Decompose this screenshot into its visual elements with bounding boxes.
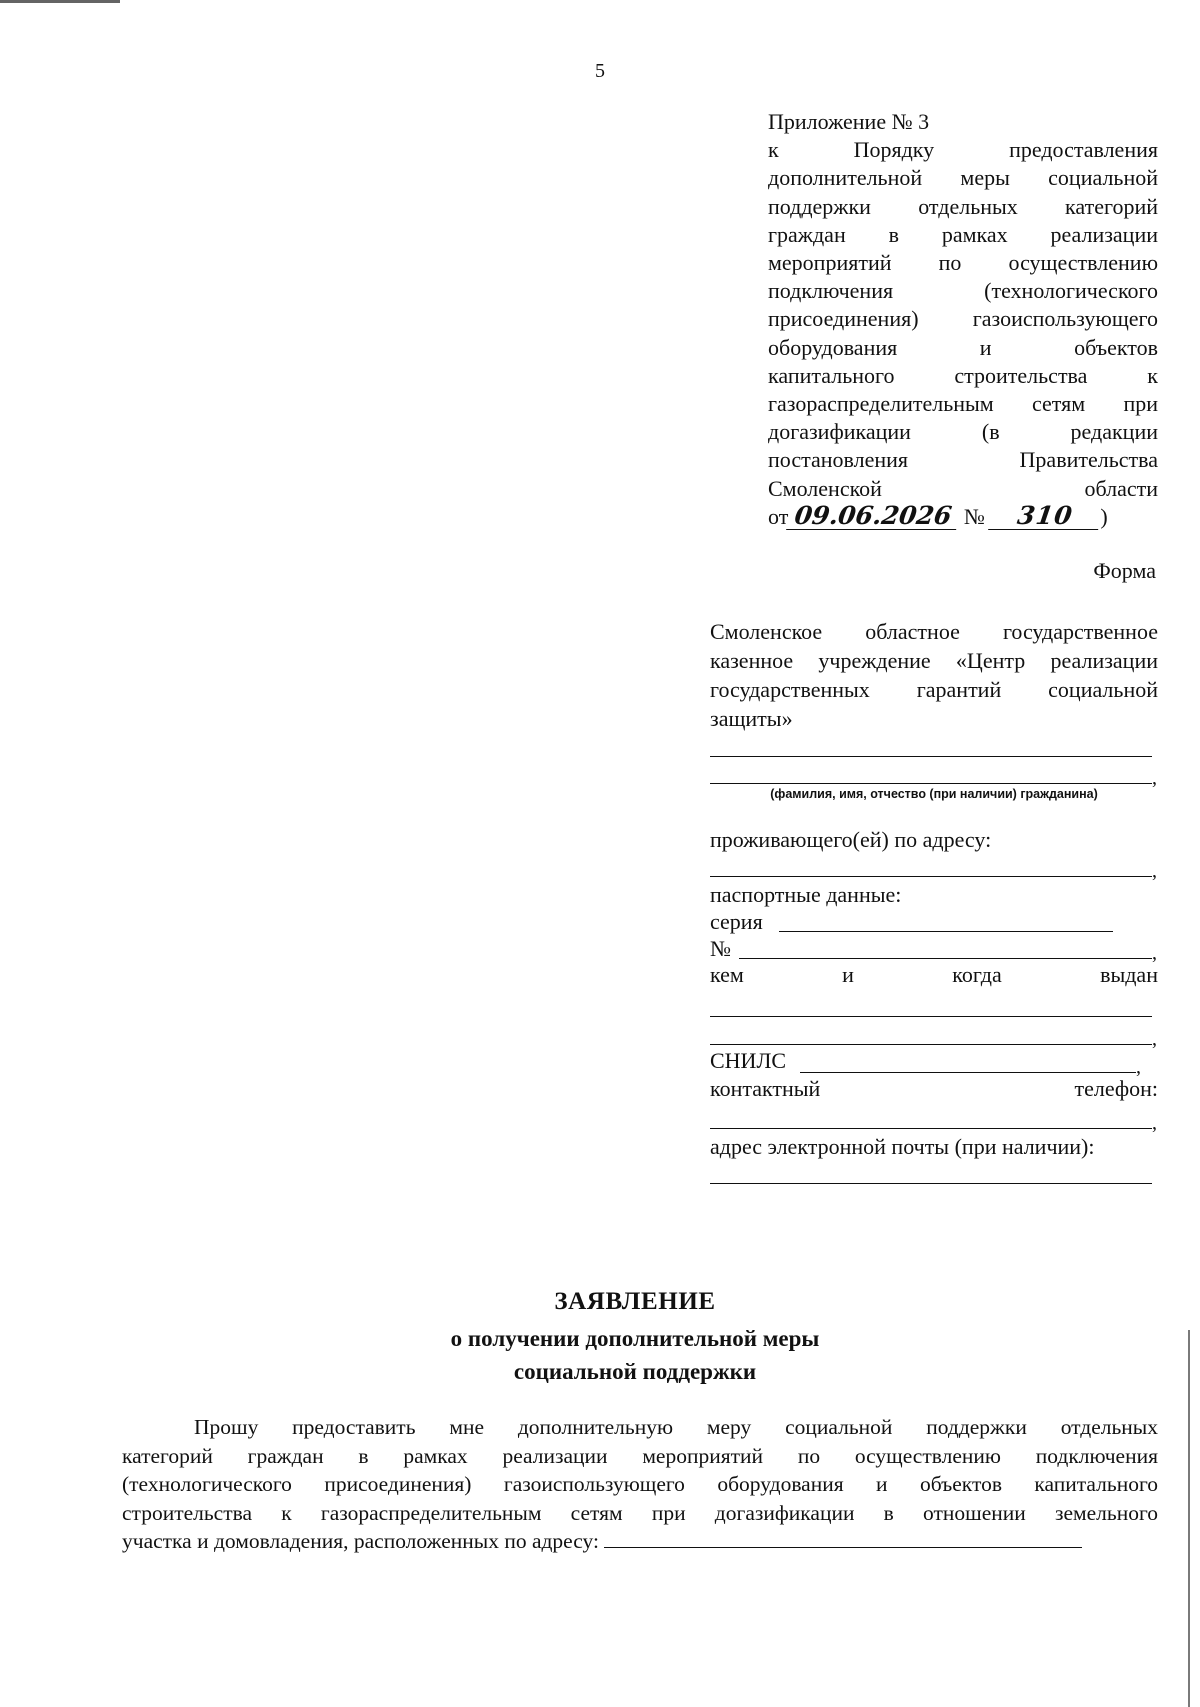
series-blank[interactable] (779, 931, 1113, 932)
issued-word: когда (952, 962, 1002, 987)
comma: , (1152, 767, 1157, 789)
appendix-line: мероприятий по осуществлению (768, 250, 1158, 276)
page-number: 5 (595, 60, 605, 82)
appendix-line: капитального строительства к (768, 362, 1158, 388)
addressee-org (710, 617, 1158, 733)
appendix-block (768, 108, 1158, 531)
comma: , (1152, 942, 1157, 964)
handwritten-number: 310 (988, 503, 1102, 530)
comma: , (1152, 1028, 1157, 1050)
snils-blank[interactable] (800, 1072, 1136, 1073)
phone-word: телефон: (1074, 1076, 1158, 1101)
body-line: строительства к газораспределительным сетям при догазификации в отношении земельного (122, 1500, 1158, 1525)
scan-artifact-top (0, 0, 120, 3)
org-line: государственных гарантий социальной (710, 677, 1158, 702)
body-line: (технологического присоединения) газоиспользующего оборудования и объектов капитального (122, 1472, 1158, 1496)
issued-word: выдан (1100, 962, 1158, 987)
series-label: серия (710, 909, 763, 934)
passport-label: паспортные данные: (710, 882, 902, 907)
document-title: ЗАЯВЛЕНИЕ (554, 1288, 716, 1315)
appendix-line: газораспределительным сетям при (768, 391, 1158, 417)
name-blank-2[interactable] (710, 783, 1152, 784)
issued-by-line (710, 962, 1158, 988)
handwritten-date: 09.06.2026 (786, 503, 960, 530)
phone-blank[interactable] (710, 1128, 1152, 1129)
issued-word: и (842, 962, 854, 987)
appendix-heading: Приложение № 3 (768, 109, 930, 134)
document-subtitle: социальной поддержки (513, 1359, 757, 1384)
appendix-line: к Порядку предоставления (768, 137, 1158, 163)
issued-blank-2[interactable] (710, 1044, 1152, 1045)
appendix-line: постановления Правительства (768, 447, 1158, 473)
body-line: Прошу предоставить мне дополнительную меру социальной поддержки отдельных (194, 1415, 1158, 1439)
number-sign: № (963, 503, 985, 529)
phone-word: контактный (710, 1076, 821, 1101)
appendix-line: дополнительной меры социальной (768, 165, 1158, 191)
appendix-line: догазификации (в редакции (768, 419, 1158, 445)
name-caption: (фамилия, имя, отчество (при наличии) гражданина) (770, 787, 1098, 801)
appendix-line: оборудования и объектов (768, 334, 1158, 360)
name-blank-1[interactable] (710, 756, 1152, 757)
org-line: защиты» (710, 706, 793, 731)
issued-blank-1[interactable] (710, 1016, 1152, 1017)
appendix-line: Смоленской области (768, 475, 1158, 501)
comma: , (1136, 1056, 1141, 1078)
date-prefix: от (768, 503, 789, 529)
residence-label: проживающего(ей) по адресу: (710, 827, 992, 852)
passport-number-label: № (710, 936, 731, 961)
org-line: казенное учреждение «Центр реализации (710, 648, 1158, 673)
closing-paren: ) (1100, 503, 1108, 529)
body-line: категорий граждан в рамках реализации мероприятий по осуществлению подключения (122, 1443, 1158, 1468)
form-label: Форма (1093, 558, 1156, 583)
issued-word: кем (710, 962, 744, 987)
comma: , (1152, 1112, 1157, 1134)
snils-label: СНИЛС (710, 1048, 787, 1073)
passport-number-blank[interactable] (739, 958, 1152, 959)
body-last-line (122, 1527, 1158, 1556)
comma: , (1152, 860, 1157, 882)
address-blank[interactable] (604, 1529, 1082, 1548)
phone-line (710, 1076, 1158, 1102)
residence-blank[interactable] (710, 876, 1152, 877)
appendix-line: присоединения) газоиспользующего (768, 306, 1158, 332)
appendix-line: поддержки отдельных категорий (768, 193, 1158, 219)
email-label: адрес электронной почты (при наличии): (710, 1134, 1095, 1159)
application-text (122, 1413, 1158, 1556)
scan-artifact-right (1188, 1330, 1190, 1707)
appendix-line: подключения (технологического (768, 278, 1158, 304)
org-line: Смоленское областное государственное (710, 619, 1158, 644)
body-line: участка и домовладения, расположенных по адресу: (122, 1529, 599, 1553)
email-blank[interactable] (710, 1183, 1152, 1184)
document-subtitle: о получении дополнительной меры (450, 1326, 820, 1351)
appendix-line: граждан в рамках реализации (768, 221, 1158, 247)
appendix-date-line (768, 500, 1158, 531)
